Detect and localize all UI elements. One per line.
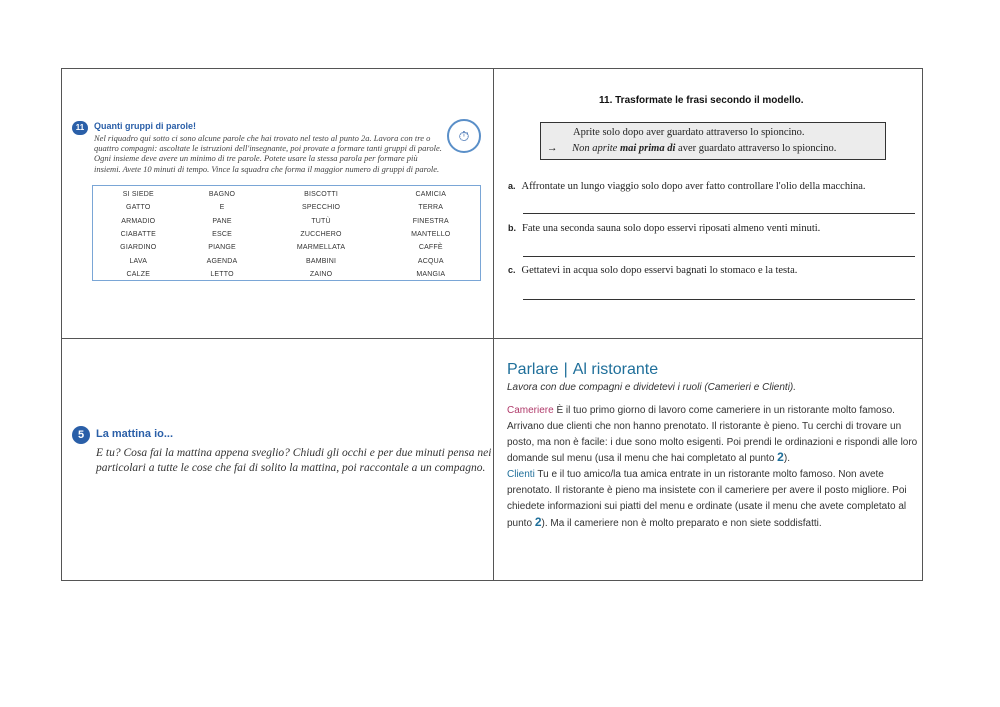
word-cell: ZUCCHERO bbox=[300, 231, 342, 239]
arrow-icon: → bbox=[547, 143, 558, 154]
exercise-text: E tu? Cosa fai la mattina appena sveglio? Chiudi gli occhi e per due minuti pensa nei particolari a tutte le cose che fai di solito la mattina, poi raccontale a un compagno. bbox=[96, 447, 492, 474]
section-title bbox=[507, 361, 658, 379]
answer-line-b[interactable] bbox=[523, 256, 915, 257]
role-text-end: ). Ma il cameriere non è molto preparato e non siete soddisfatti. bbox=[541, 517, 822, 529]
exercise-item-a: a. Affrontate un lungo viaggio solo dopo aver fatto controllare l'olio della macchina. bbox=[508, 181, 866, 192]
word-cell: FINESTRA bbox=[412, 217, 449, 225]
word-row bbox=[93, 254, 480, 267]
transform-exercise-title: 11. Trasformate le frasi secondo il modello. bbox=[599, 95, 804, 106]
role-label-cameriere: Cameriere bbox=[507, 405, 554, 416]
word-row bbox=[93, 201, 480, 214]
word-cell: ESCE bbox=[212, 231, 232, 239]
morning-exercise bbox=[62, 338, 493, 582]
exercise-instructions: Nel riquadro qui sotto ci sono alcune parole che hai trovato nel testo al punto 2a. Lavora con tre o quattro compagni: ascoltate le istruzioni dell'insegnante, poi provate a formare tanti gruppi di parole. Ogni insieme deve avere un minimo di tre parole. Potete usare la stessa parola per formare più insiemi. Avete 10 minuti di tempo. Vince la squadra che forma il maggior numero di gruppi di parole. bbox=[94, 133, 442, 174]
word-cell: E bbox=[219, 204, 225, 212]
word-cell: CAFFÈ bbox=[418, 244, 443, 252]
section-subtitle: Lavora con due compagni e dividetevi i ruoli (Camerieri e Clienti). bbox=[507, 382, 797, 393]
word-table bbox=[93, 188, 480, 281]
exercise-item-b: b. Fate una seconda sauna solo dopo esservi riposati almeno venti minuti. bbox=[508, 223, 821, 234]
word-cell: ACQUA bbox=[417, 257, 444, 265]
word-cell: TUTÙ bbox=[311, 217, 331, 225]
word-row bbox=[93, 268, 480, 281]
answer-line-c[interactable] bbox=[523, 299, 915, 300]
word-cell: MANGIA bbox=[416, 270, 446, 278]
model-example-box bbox=[540, 122, 886, 160]
word-box bbox=[92, 185, 481, 281]
exercise-item-c: c. Gettatevi in acqua solo dopo esservi bagnati lo stomaco e la testa. bbox=[508, 265, 798, 276]
model-part-b: mai prima di bbox=[619, 143, 676, 154]
word-cell: GIARDINO bbox=[120, 244, 157, 252]
word-row bbox=[93, 241, 480, 254]
word-cell: GATTO bbox=[126, 204, 151, 212]
model-transformed bbox=[547, 143, 836, 154]
model-sentence: Aprite solo dopo aver guardato attraverso lo spioncino. bbox=[573, 127, 805, 138]
exercise-title: Quanti gruppi di parole! bbox=[94, 121, 196, 131]
word-groups-exercise bbox=[72, 119, 484, 289]
word-cell: LAVA bbox=[129, 257, 148, 265]
word-cell: BISCOTTI bbox=[304, 191, 338, 199]
word-cell: TERRA bbox=[418, 204, 444, 212]
model-part-a: Non aprite bbox=[572, 143, 620, 154]
word-cell: ZAINO bbox=[309, 270, 333, 278]
role-text-cameriere: È il tuo primo giorno di lavoro come cameriere in un ristorante molto famoso. Arrivano due clienti che non hanno prenotato. Il ristorante è pieno. Tu cerchi di trovare un posto, ma non è facile: i due sono molto esigenti. Poi prendi le ordinazioni e rispondi alle loro domande sul menu (usa il menu che hai completato al punto bbox=[507, 405, 918, 465]
role-label-clienti: Clienti bbox=[507, 469, 535, 481]
roleplay-text bbox=[507, 403, 919, 531]
word-cell: PIANGE bbox=[208, 244, 236, 252]
exercise-number-badge: 11 bbox=[72, 121, 88, 135]
word-cell: CAMICIA bbox=[415, 191, 447, 199]
word-cell: PANE bbox=[212, 217, 232, 225]
word-row bbox=[93, 228, 480, 241]
exercise-text: Gettatevi in acqua solo dopo esservi bagnati lo stomaco e la testa. bbox=[521, 265, 798, 276]
section-title-sub: Al ristorante bbox=[572, 361, 659, 378]
stopwatch-icon: ⏱ bbox=[447, 119, 481, 153]
title-separator: | bbox=[563, 361, 568, 378]
word-cell: CALZE bbox=[126, 270, 151, 278]
word-row bbox=[93, 215, 480, 228]
role-text-clienti: Tu e il tuo amico/la tua amica entrate in un ristorante molto famoso. Non avete prenotato. Il ristorante è pieno ma insistete con il cameriere per avere il posto migliore. Poi chiedete informazioni sui piatti del menu e ordinate (usate il menu che avete completato al punto bbox=[507, 469, 907, 529]
answer-line-a[interactable] bbox=[523, 213, 915, 214]
word-cell: CIABATTE bbox=[120, 231, 156, 239]
vertical-divider bbox=[493, 69, 494, 580]
exercise-number-badge: 5 bbox=[72, 426, 90, 444]
word-cell: MANTELLO bbox=[411, 231, 451, 239]
word-cell: ARMADIO bbox=[121, 217, 156, 225]
role-text-end: ). bbox=[783, 453, 790, 465]
exercise-text: Fate una seconda sauna solo dopo esservi riposati almeno venti minuti. bbox=[522, 223, 821, 234]
word-cell: AGENDA bbox=[206, 257, 238, 265]
exercise-title: La mattina io... bbox=[96, 428, 174, 440]
section-title-main: Parlare bbox=[507, 361, 559, 378]
reference-number: 2 bbox=[534, 514, 542, 529]
exercise-text: Affrontate un lungo viaggio solo dopo aver fatto controllare l'olio della macchina. bbox=[521, 181, 866, 192]
reference-number: 2 bbox=[777, 450, 784, 465]
word-cell: MARMELLATA bbox=[296, 244, 346, 252]
word-cell: SI SIEDE bbox=[122, 191, 154, 199]
model-part-c: aver guardato attraverso lo spioncino. bbox=[675, 143, 837, 154]
word-cell: BAMBINI bbox=[305, 257, 337, 265]
word-cell: BAGNO bbox=[208, 191, 236, 199]
worksheet-grid bbox=[61, 68, 923, 581]
word-cell: SPECCHIO bbox=[301, 204, 341, 212]
word-row bbox=[93, 188, 480, 201]
word-cell: LETTO bbox=[210, 270, 234, 278]
